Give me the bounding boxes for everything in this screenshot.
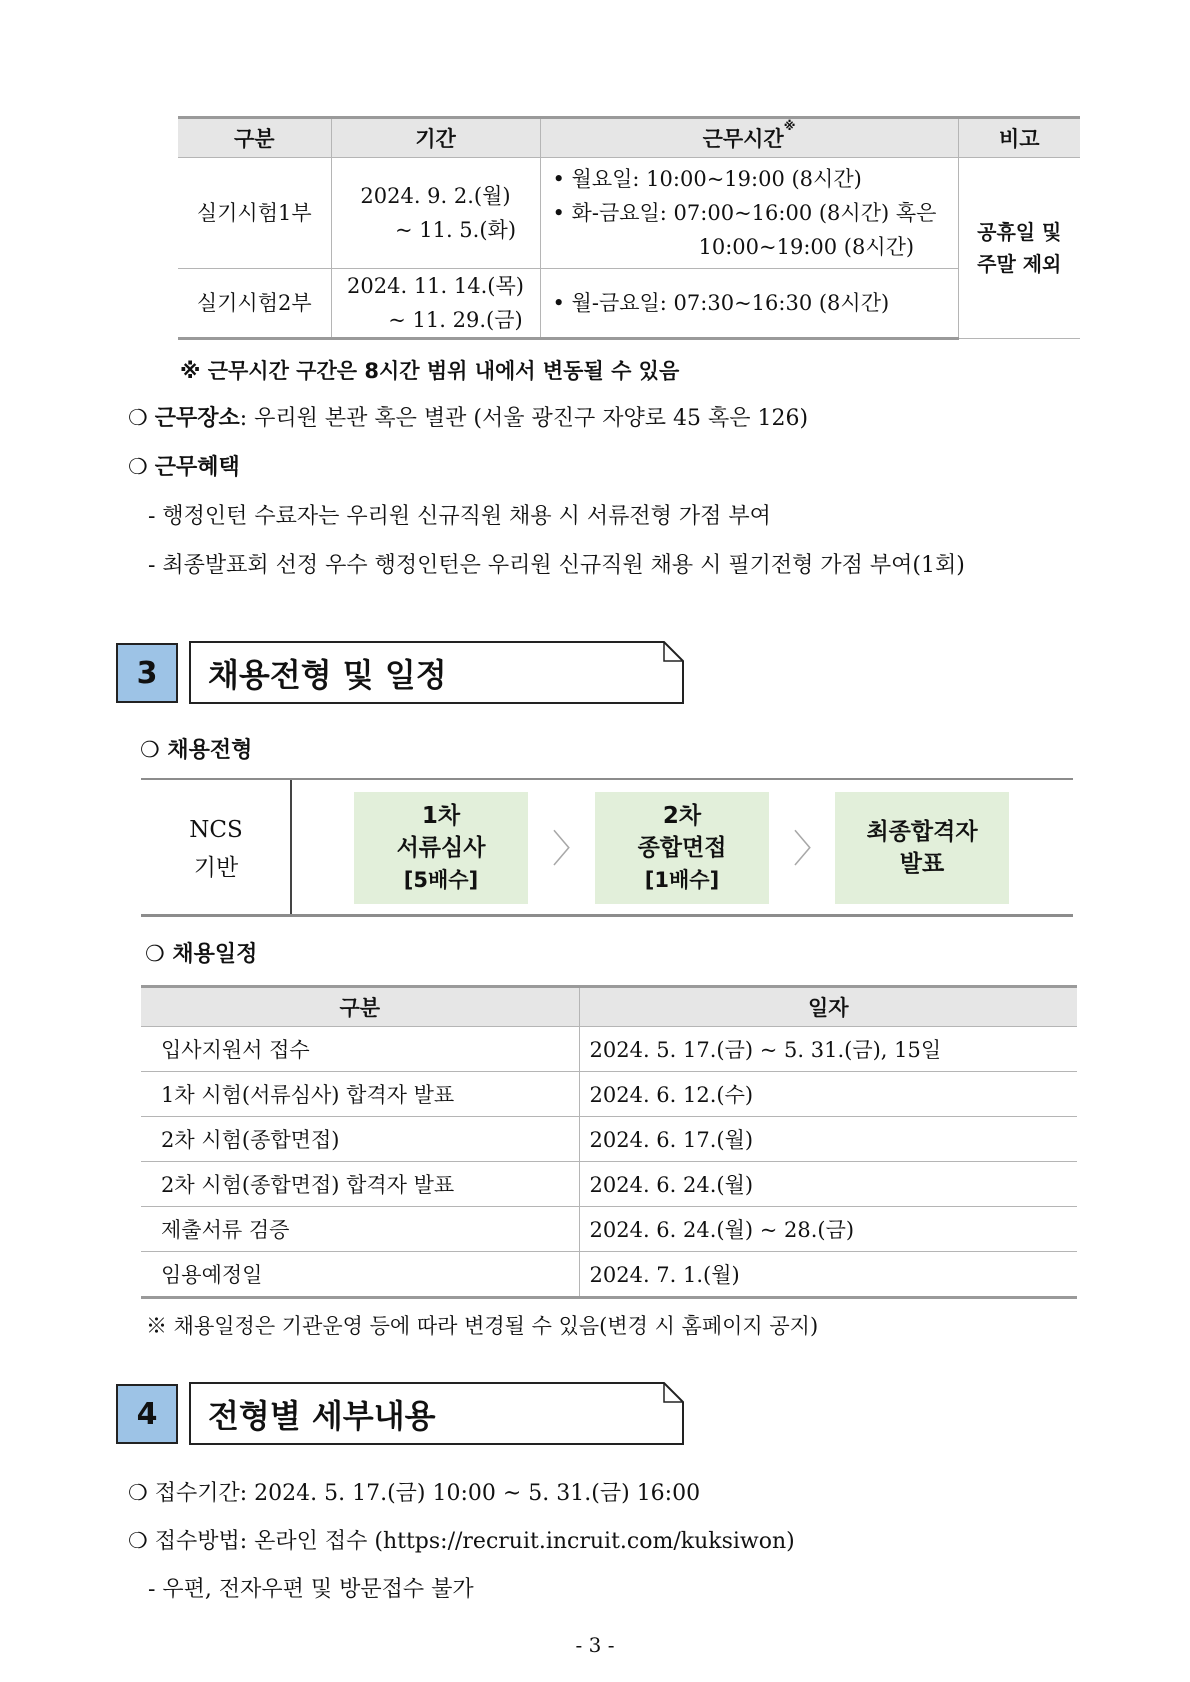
arrow-right-icon: 〉 [552,827,591,871]
process-step-document-review: 1차 서류심사 [5배수] [354,792,528,904]
row-hours: • 월-금요일: 07:30~16:30 (8시간) [540,269,958,339]
reference-mark: ※ [783,119,796,133]
process-heading: ❍ 채용전형 [140,738,253,763]
table-row: 임용예정일 2024. 7. 1.(월) [141,1252,1077,1298]
header-category: 구분 [178,118,331,158]
divider [141,914,1073,917]
header-period: 기간 [331,118,540,158]
workplace-text: : 우리원 본관 혹은 별관 (서울 광진구 자양로 45 혹은 126) [239,406,809,431]
application-method: ❍ 접수방법: 온라인 접수 (https://recruit.incruit.com/kuksiwon) [128,1529,795,1554]
table-row: 1차 시험(서류심사) 합격자 발표 2024. 6. 12.(수) [141,1072,1077,1117]
header-hours: 근무시간※ [540,118,958,158]
work-hours-table [178,116,1080,340]
application-restriction: - 우편, 전자우편 및 방문접수 불가 [148,1577,474,1602]
row-category: 실기시험1부 [178,158,331,269]
header-category: 구분 [141,987,579,1027]
benefits-heading [128,450,240,481]
table-row [178,158,1080,269]
row-period: 2024. 11. 14.(목) ~ 11. 29.(금) [331,269,540,339]
workplace-line [128,401,808,432]
schedule-heading: ❍ 채용일정 [145,942,258,967]
section-number: 3 [116,643,178,703]
table-row: 2차 시험(종합면접) 합격자 발표 2024. 6. 24.(월) [141,1162,1077,1207]
schedule-note: ※ 채용일정은 기관운영 등에 따라 변경될 수 있음(변경 시 홈페이지 공지) [146,1314,819,1338]
table-row: 제출서류 검증 2024. 6. 24.(월) ~ 28.(금) [141,1207,1077,1252]
row-period: 2024. 9. 2.(월) ~ 11. 5.(화) [331,158,540,269]
divider [141,778,1073,780]
workplace-label: 근무장소 [154,406,240,431]
header-remarks: 비고 [958,118,1080,158]
benefits-label: 근무혜택 [154,455,240,480]
section-title: 채용전형 및 일정 [208,656,447,694]
table-row [178,269,1080,339]
arrow-right-icon: 〉 [793,827,832,871]
benefit-item: - 행정인턴 수료자는 우리원 신규직원 채용 시 서류전형 가점 부여 [148,504,771,529]
table-row: 입사지원서 접수 2024. 5. 17.(금) ~ 5. 31.(금), 15일 [141,1027,1077,1072]
table-row: 2차 시험(종합면접) 2024. 6. 17.(월) [141,1117,1077,1162]
section-title: 전형별 세부내용 [208,1397,436,1435]
section-number: 4 [116,1384,178,1444]
circle-bullet-icon: ❍ [128,406,148,431]
schedule-table [141,985,1077,1299]
header-date: 일자 [579,987,1077,1027]
row-hours: • 월요일: 10:00~19:00 (8시간) • 화-금요일: 07:00~16:00 (8시간) 혹은 10:00~19:00 (8시간) [540,158,958,269]
circle-bullet-icon: ❍ [128,455,148,480]
benefit-item: - 최종발표회 선정 우수 행정인턴은 우리원 신규직원 채용 시 필기전형 가점 부여(1회) [148,553,965,578]
page-number: - 3 - [575,1633,615,1657]
table-header-row [178,118,1080,158]
process-basis: NCS 기반 [189,817,243,881]
row-category: 실기시험2부 [178,269,331,339]
application-period: ❍ 접수기간: 2024. 5. 17.(금) 10:00 ~ 5. 31.(금) 16:00 [128,1481,701,1506]
table-header-row [141,987,1077,1027]
hours-note: ※ 근무시간 구간은 8시간 범위 내에서 변동될 수 있음 [180,359,680,383]
process-step-final-announcement: 최종합격자 발표 [835,792,1009,904]
process-step-interview: 2차 종합면접 [1배수] [595,792,769,904]
row-remarks: 공휴일 및 주말 제외 [958,158,1080,339]
